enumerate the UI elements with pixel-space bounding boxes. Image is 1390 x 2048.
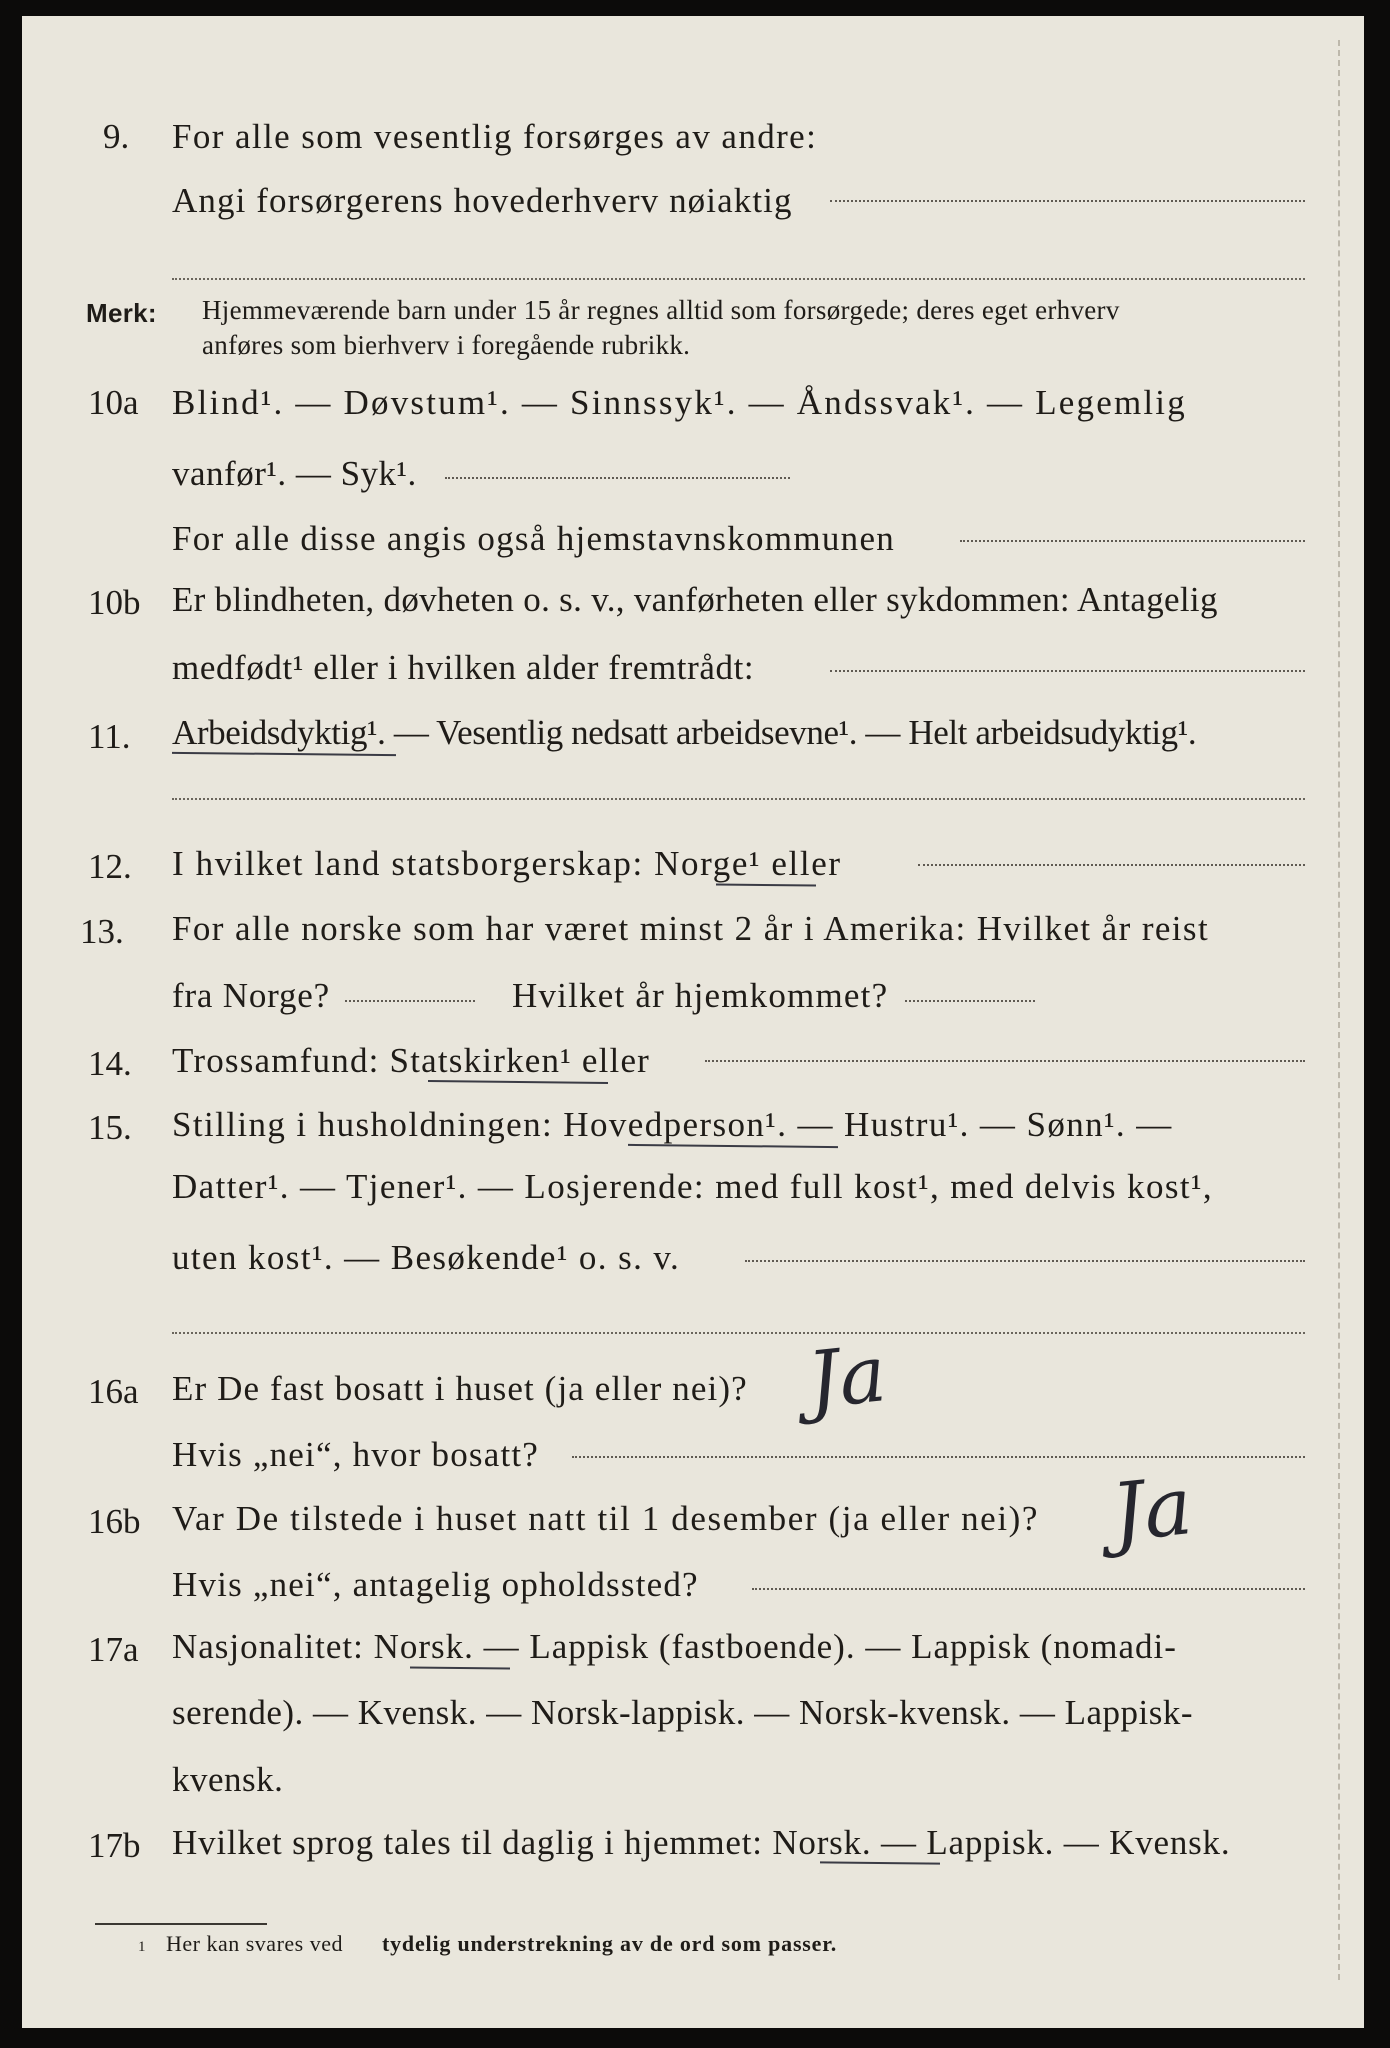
- q12-answer-line: [918, 864, 1305, 866]
- q17b-number: 17b: [88, 1826, 141, 1865]
- q9-answer-line: [830, 200, 1305, 202]
- q13-hjemkommet-line: [905, 1000, 1035, 1002]
- q10b-line1: Er blindheten, døvheten o. s. v., vanførheten eller sykdommen: Antagelig: [172, 580, 1218, 619]
- q16a-line1: Er De fast bosatt i huset (ja eller nei)?: [172, 1369, 748, 1408]
- q14-number: 14.: [88, 1044, 132, 1083]
- q17a-line3: kvensk.: [172, 1760, 284, 1799]
- q10a-line3: For alle disse angis også hjemstavnskommunen: [172, 519, 896, 558]
- q13-line2a: fra Norge?: [172, 976, 330, 1015]
- q15-line2: Datter¹. — Tjener¹. — Losjerende: med full kost¹, med delvis kost¹,: [172, 1167, 1214, 1206]
- q11-number: 11.: [88, 717, 131, 756]
- q16a-handwritten-answer: Ja: [803, 1329, 891, 1427]
- q17a-line1: Nasjonalitet: Norsk. — Lappisk (fastboende). — Lappisk (nomadi-: [172, 1627, 1177, 1666]
- q16a-number: 16a: [88, 1372, 139, 1411]
- q16a-answer-line: [572, 1456, 1305, 1458]
- q16b-line1: Var De tilstede i huset natt til 1 desember (ja eller nei)?: [172, 1499, 1040, 1538]
- q17a-line2: serende). — Kvensk. — Norsk-lappisk. — Norsk-kvensk. — Lappisk-: [172, 1693, 1194, 1732]
- q13-reist-line: [345, 1000, 475, 1002]
- q14-line1: Trossamfund: Statskirken¹ eller: [172, 1041, 651, 1080]
- q11-extra-line: [172, 798, 1305, 800]
- merk-label: Merk:: [86, 298, 157, 328]
- q12-number: 12.: [88, 847, 132, 886]
- q13-line2b: Hvilket år hjemkommet?: [512, 976, 889, 1015]
- q16b-number: 16b: [88, 1502, 141, 1541]
- q17a-number: 17a: [88, 1630, 139, 1669]
- q16b-line2: Hvis „nei“, antagelig opholdssted?: [172, 1565, 699, 1604]
- q15-extra-line: [172, 1332, 1305, 1334]
- q9-line1: For alle som vesentlig forsørges av andre:: [172, 117, 818, 156]
- q10a-number: 10a: [88, 383, 139, 422]
- merk-line2: anføres som bierhverv i foregående rubrikk.: [202, 330, 691, 360]
- q11-line1: Arbeidsdyktig¹. — Vesentlig nedsatt arbeidsevne¹. — Helt arbeidsudyktig¹.: [172, 713, 1197, 752]
- q14-answer-line: [705, 1060, 1305, 1062]
- footnote-bold-text: tydelig understrekning av de ord som passer.: [382, 1931, 838, 1956]
- q16a-line2: Hvis „nei“, hvor bosatt?: [172, 1435, 540, 1474]
- q10a-line1: Blind¹. — Døvstum¹. — Sinnssyk¹. — Åndssvak¹. — Legemlig: [172, 383, 1187, 422]
- q9-number: 9.: [103, 117, 130, 156]
- q15-line1: Stilling i husholdningen: Hovedperson¹. — Hustru¹. — Sønn¹. —: [172, 1105, 1173, 1144]
- q10a-hjemstavn-line: [960, 540, 1305, 542]
- q16b-answer-line: [752, 1588, 1305, 1590]
- q15-number: 15.: [88, 1108, 132, 1147]
- q13-number: 13.: [80, 912, 124, 951]
- footnote-text: Her kan svares ved: [166, 1931, 343, 1956]
- q17b-line1: Hvilket sprog tales til daglig i hjemmet: Norsk. — Lappisk. — Kvensk.: [172, 1823, 1231, 1862]
- q10b-number: 10b: [88, 583, 141, 622]
- footnote-mark: 1: [138, 1939, 146, 1955]
- q15-answer-line: [745, 1260, 1305, 1262]
- q13-line1: For alle norske som har været minst 2 år i Amerika: Hvilket år reist: [172, 909, 1210, 948]
- q10b-answer-line: [830, 670, 1305, 672]
- q9-line2: Angi forsørgerens hovederhverv nøiaktig: [172, 181, 793, 220]
- q9-extra-line: [172, 278, 1305, 280]
- q15-line3: uten kost¹. — Besøkende¹ o. s. v.: [172, 1238, 681, 1277]
- q12-line1: I hvilket land statsborgerskap: Norge¹ eller: [172, 844, 842, 883]
- merk-line1: Hjemmeværende barn under 15 år regnes alltid som forsørgede; deres eget erhverv: [202, 295, 1120, 325]
- q10a-line2: vanfør¹. — Syk¹.: [172, 454, 417, 493]
- q10a-answer-line: [445, 477, 790, 479]
- footnote-rule: [95, 1923, 267, 1925]
- perforated-edge: [1338, 40, 1342, 1980]
- q10b-line2: medfødt¹ eller i hvilken alder fremtrådt:: [172, 648, 755, 687]
- q16b-handwritten-answer: Ja: [1107, 1459, 1197, 1560]
